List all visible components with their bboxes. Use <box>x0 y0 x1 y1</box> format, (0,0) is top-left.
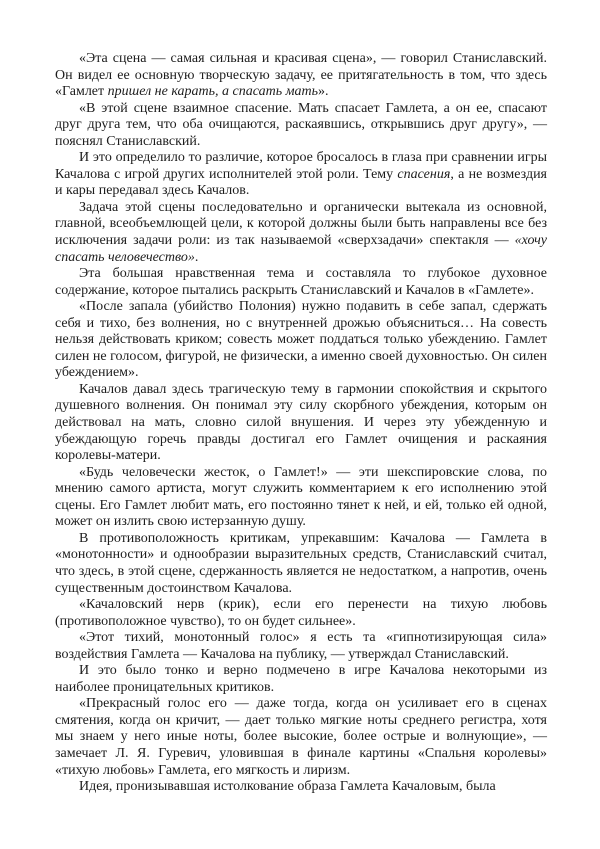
text-run: «После запала (убийство Полония) нужно подавить в себе запал, сдержать себя и тихо, без волнения, но с внутренней дрожью объясниться… На совесть нельзя действовать криком; совесть может поддаться только убеждению. Гамлет силен не голосом, фигурой, не физически, а именно своей духовностью. Он силен убеждением». <box>55 299 547 381</box>
paragraph <box>55 101 547 151</box>
paragraph <box>55 663 547 696</box>
paragraph <box>55 630 547 663</box>
text-run: «Прекрасный голос его — даже тогда, когда он усиливает его в сценах смятения, когда он кричит, — дает только мягкие ноты среднего регистра, хотя мы знаем у него иные ноты, более высокие, более острые и волнующие», — замечает Л. Я. Гуревич, уловившая в финале картины «Спальня королевы» «тихую любовь» Гамлета, его мягкость и лиризм. <box>55 696 547 778</box>
paragraph <box>55 779 547 796</box>
text-run: , а не возмездия и кары передавал здесь Качалов. <box>55 166 547 199</box>
text-column <box>55 51 547 796</box>
text-run: «Этот тихий, монотонный голос» я есть та «гипнотизирующая сила» воздействия Гамлета — Качалова на публику, — утверждал Станиславский. <box>55 630 547 662</box>
text-run: «Качаловский нерв (крик), если его перенести на тихую любовь (противоположное чувство), то он будет сильнее». <box>55 597 547 629</box>
text-run-italic: спасения <box>397 166 451 182</box>
text-run: «В этой сцене взаимное спасение. Мать спасает Гамлета, а он ее, спасают друг друга тем, что оба очищаются, раскаявшись, открывшись друг другу», — пояснял Станиславский. <box>55 100 547 149</box>
paragraph <box>55 150 547 200</box>
text-run: Идея, пронизывавшая истолкование образа Гамлета Качаловым, была <box>79 779 496 795</box>
text-run: ». <box>317 84 329 100</box>
text-run: . <box>194 249 199 265</box>
text-run: В противоположность критикам, упрекавшим: Качалова — Гамлета в «монотонности» и однообразии выразительных средств, Станиславский считал, что здесь, в этой сцене, сдержанность является не недостатком, а напротив, очень существенным достоинством Качалова. <box>55 530 547 596</box>
paragraph <box>55 200 547 266</box>
text-run-italic: пришел не карать, а спасать мать <box>107 84 318 100</box>
paragraph <box>55 597 547 630</box>
paragraph <box>55 531 547 597</box>
paragraph <box>55 382 547 465</box>
text-run: Качалов давал здесь трагическую тему в гармонии спокойствия и скрытого душевного волнения. Он понимал эту силу скорбного убеждения, которым он действовал на мать, словно силой внушения. И через эту убежденную и убеждающую горечь правды достигал его Гамлет очищения и раскаяния королевы-матери. <box>55 381 547 464</box>
text-run-italic: «хочу спасать человечество» <box>55 233 547 265</box>
text-run: Задача этой сцены последовательно и органически вытекала из основной, главной, всеобъемлющей цели, к которой должны были быть направлены все без исключения задачи роли: из так называемой «сверхзадачи» спектакля — <box>55 199 547 249</box>
paragraph <box>55 266 547 299</box>
text-run: И это было тонко и верно подмечено в игре Качалова некоторыми из наиболее проницательных критиков. <box>55 663 547 695</box>
paragraph <box>55 696 547 779</box>
paragraph <box>55 51 547 101</box>
text-run: И это определило то различие, которое бросалось в глаза при сравнении игры Качалова с игрой других исполнителей этой роли. Тему <box>55 150 547 182</box>
text-run: Эта большая нравственная тема и составляла то глубокое духовное содержание, которое пытались раскрыть Станиславский и Качалов в «Гамлете». <box>55 266 547 298</box>
paragraph <box>55 465 547 531</box>
text-run: «Эта сцена — самая сильная и красивая сцена», — говорил Станиславский. Он видел ее основную творческую задачу, ее притягательность в том, что здесь «Гамлет <box>55 51 547 100</box>
text-run: «Будь человечески жесток, о Гамлет!» — эти шекспировские слова, по мнению самого артиста, могут служить комментарием к его исполнению этой сцены. Его Гамлет любит мать, его постоянно тянет к ней, и ей, только ей одной, может он излить свою истерзанную душу. <box>55 464 547 530</box>
paragraph <box>55 299 547 382</box>
